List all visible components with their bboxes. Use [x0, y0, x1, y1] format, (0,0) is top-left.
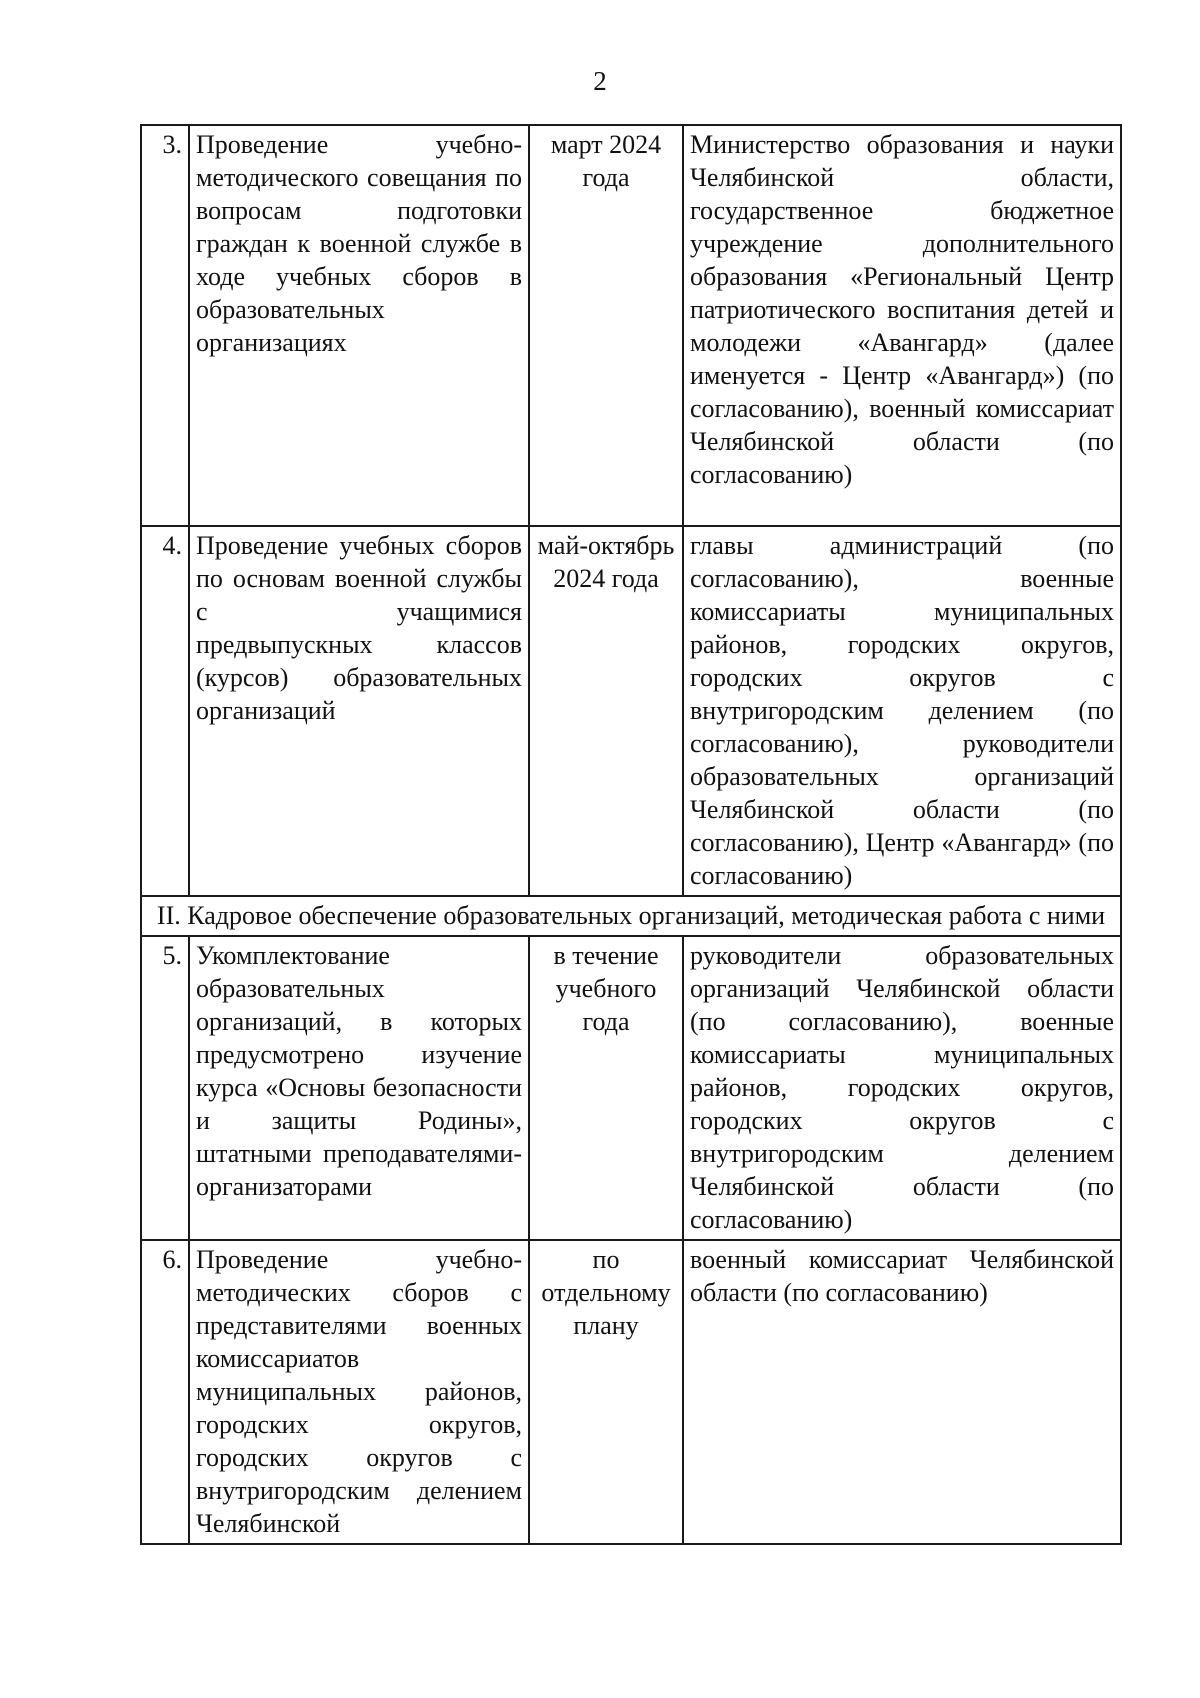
event-cell: Проведение учебно-методических сборов с представителями военных комиссариатов муниципальных районов, городских округов, городских округов с внутригородским делением Челябинской: [189, 1240, 529, 1544]
page-number: 2: [593, 66, 607, 96]
section-heading: II. Кадровое обеспечение образовательных организаций, методическая работа с ними: [141, 896, 1121, 936]
table-row: [141, 526, 1121, 896]
plan-table: [140, 124, 1122, 1545]
row-number: 6.: [141, 1240, 189, 1544]
responsible-cell: руководители образовательных организаций Челябинской области (по согласованию), военные комиссариаты муниципальных районов, городских округов, городских округов с внутригородским делением Челябинской области (по согласованию): [683, 936, 1121, 1240]
table-row: [141, 125, 1121, 526]
section-row: [141, 896, 1121, 936]
event-cell: Укомплектование образовательных организаций, в которых предусмотрено изучение курса «Основы безопасности и защиты Родины», штатными преподавателями-организаторами: [189, 936, 529, 1240]
table-row: [141, 936, 1121, 1240]
row-number: 5.: [141, 936, 189, 1240]
date-cell: в течение учебного года: [529, 936, 683, 1240]
date-cell: март 2024 года: [529, 125, 683, 526]
row-number: 3.: [141, 125, 189, 526]
responsible-cell: главы администраций (по согласованию), военные комиссариаты муниципальных районов, городских округов, городских округов с внутригородским делением (по согласованию), руководители образовательных организаций Челябинской области (по согласованию), Центр «Авангард» (по согласованию): [683, 526, 1121, 896]
row-number: 4.: [141, 526, 189, 896]
responsible-cell: военный комиссариат Челябинской области (по согласованию): [683, 1240, 1121, 1544]
event-cell: Проведение учебных сборов по основам военной службы с учащимися предвыпускных классов (курсов) образовательных организаций: [189, 526, 529, 896]
date-cell: май-октябрь 2024 года: [529, 526, 683, 896]
responsible-cell: Министерство образования и науки Челябинской области, государственное бюджетное учреждение дополнительного образования «Региональный Центр патриотического воспитания детей и молодежи «Авангард» (далее именуется - Центр «Авангард») (по согласованию), военный комиссариат Челябинской области (по согласованию): [683, 125, 1121, 526]
event-cell: Проведение учебно-методического совещания по вопросам подготовки граждан к военной службе в ходе учебных сборов в образовательных организациях: [189, 125, 529, 526]
table-row: [141, 1240, 1121, 1544]
date-cell: по отдельному плану: [529, 1240, 683, 1544]
